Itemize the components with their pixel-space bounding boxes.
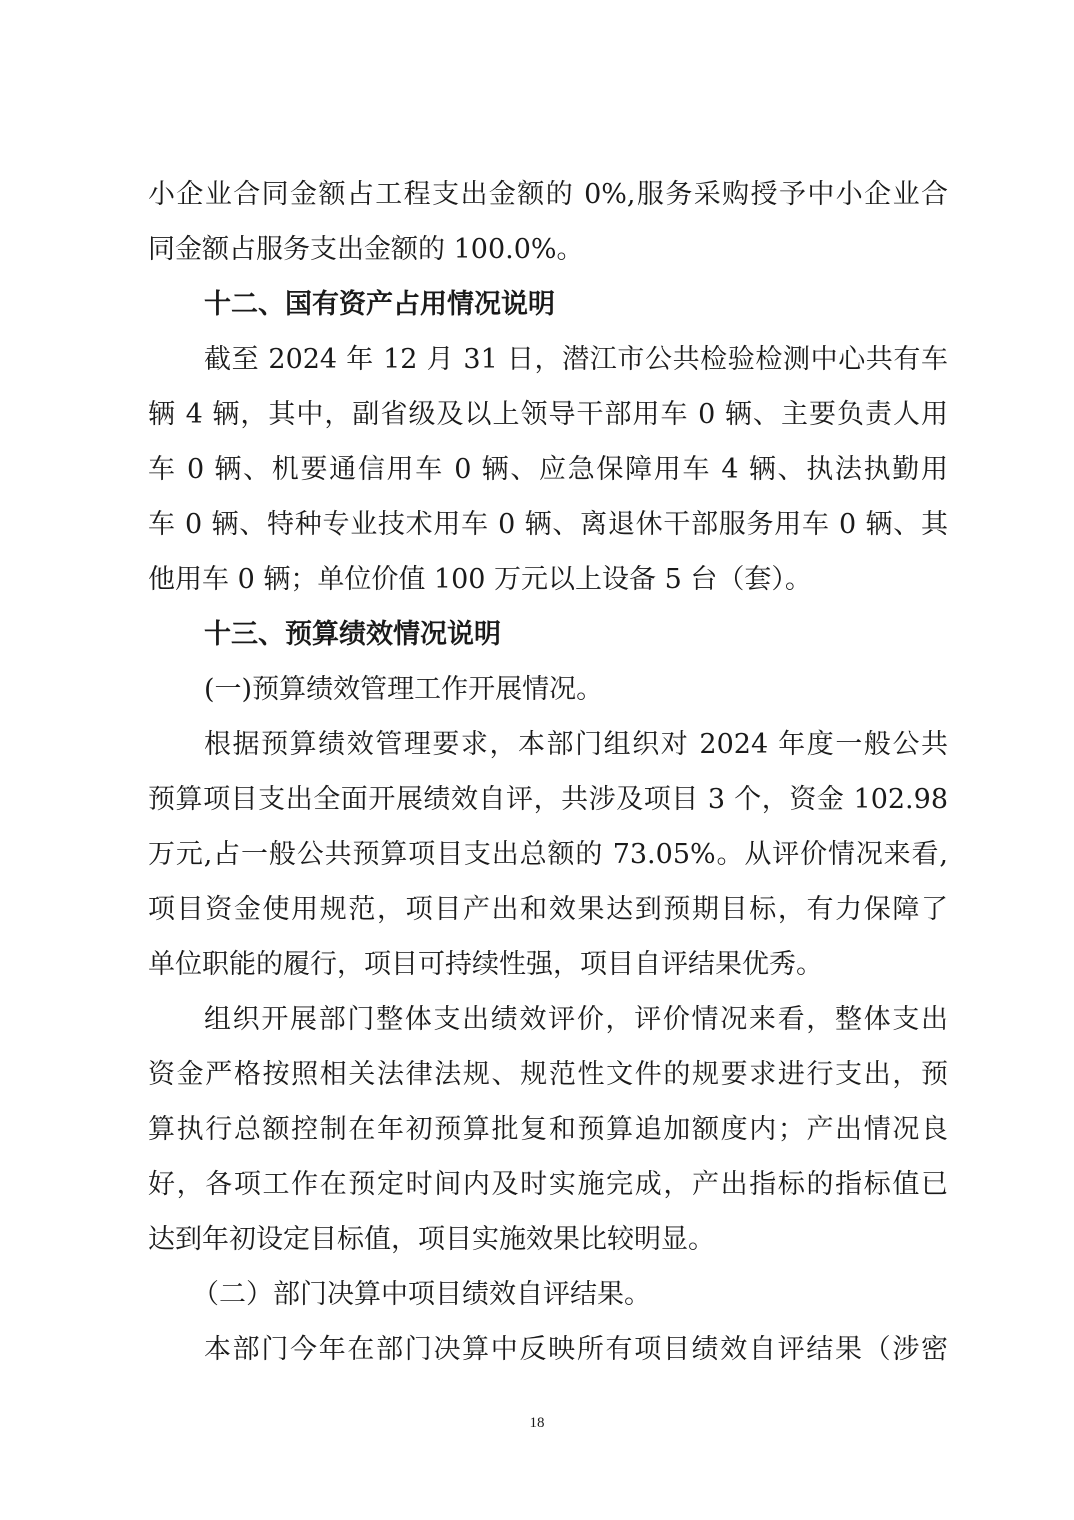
- body-line: 车 0 辆、特种专业技术用车 0 辆、离退休干部服务用车 0 辆、其: [148, 509, 948, 540]
- body-line: 本部门今年在部门决算中反映所有项目绩效自评结果（涉密: [204, 1334, 948, 1365]
- section-heading: 十三、预算绩效情况说明: [204, 619, 501, 650]
- body-line: 截至 2024 年 12 月 31 日，潜江市公共检验检测中心共有车: [204, 344, 948, 375]
- page-number: 18: [529, 1415, 545, 1431]
- body-line: 好，各项工作在预定时间内及时实施完成，产出指标的指标值已: [148, 1169, 948, 1200]
- body-line: 小企业合同金额占工程支出金额的 0%,服务采购授予中小企业合: [148, 179, 948, 210]
- body-line: 辆 4 辆，其中，副省级及以上领导干部用车 0 辆、主要负责人用: [148, 399, 948, 430]
- body-line: 单位职能的履行，项目可持续性强，项目自评结果优秀。: [148, 949, 823, 980]
- subsection-heading: （二）部门决算中项目绩效自评结果。: [192, 1279, 651, 1310]
- body-line: 组织开展部门整体支出绩效评价，评价情况来看，整体支出: [204, 1004, 948, 1035]
- body-line: 车 0 辆、机要通信用车 0 辆、应急保障用车 4 辆、执法执勤用: [148, 454, 948, 485]
- section-heading: 十二、国有资产占用情况说明: [204, 289, 555, 320]
- body-line: 万元,占一般公共预算项目支出总额的 73.05%。从评价情况来看,: [148, 839, 948, 870]
- body-line: 同金额占服务支出金额的 100.0%。: [148, 234, 584, 265]
- document-body: [148, 167, 948, 1377]
- body-line: 根据预算绩效管理要求，本部门组织对 2024 年度一般公共: [204, 729, 948, 760]
- body-line: 他用车 0 辆；单位价值 100 万元以上设备 5 台（套）。: [148, 564, 812, 595]
- subsection-heading: (一)预算绩效管理工作开展情况。: [204, 674, 604, 705]
- body-line: 达到年初设定目标值，项目实施效果比较明显。: [148, 1224, 715, 1255]
- body-line: 资金严格按照相关法律法规、规范性文件的规要求进行支出，预: [148, 1059, 948, 1090]
- body-line: 预算项目支出全面开展绩效自评，共涉及项目 3 个，资金 102.98: [148, 784, 948, 815]
- body-line: 算执行总额控制在年初预算批复和预算追加额度内；产出情况良: [148, 1114, 948, 1145]
- body-line: 项目资金使用规范，项目产出和效果达到预期目标，有力保障了: [148, 894, 948, 925]
